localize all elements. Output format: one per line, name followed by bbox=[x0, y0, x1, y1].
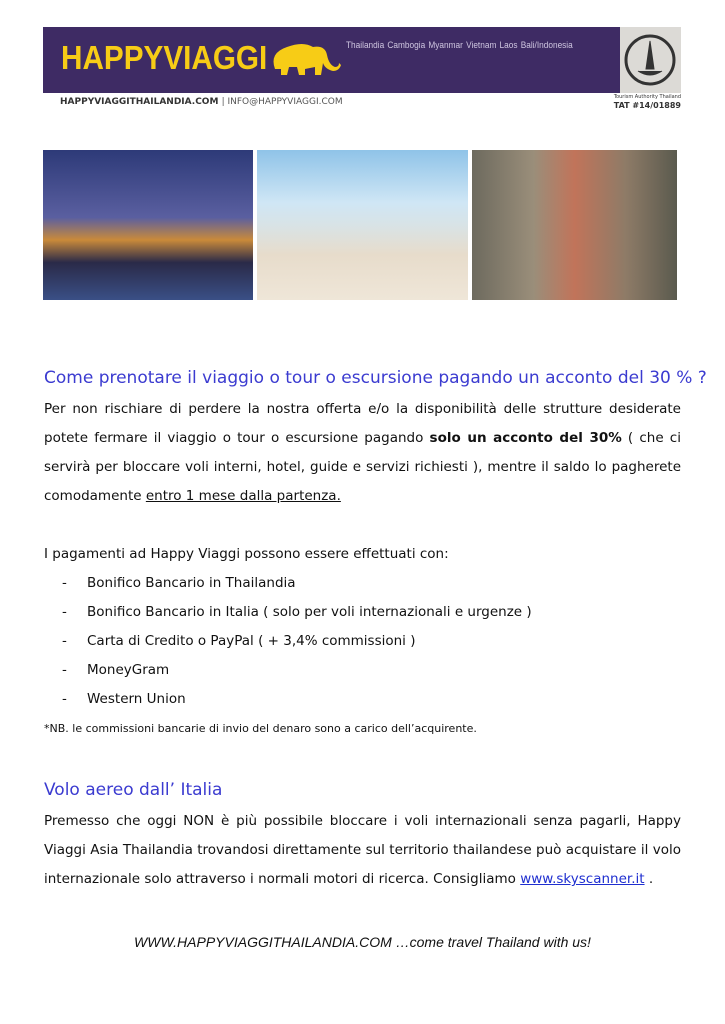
payment-methods-list bbox=[62, 569, 532, 714]
footer: WWW.HAPPYVIAGGITHAILANDIA.COM …come travel Thailand with us! bbox=[134, 934, 591, 950]
skyscanner-link[interactable]: www.skyscanner.it bbox=[520, 871, 645, 887]
text: ( che ci servirà per bloccare voli interni, hotel, guide e servizi richiesti ), mentre il saldo lo pagherete comodamente bbox=[44, 430, 681, 504]
text: Premesso che oggi NON è più possibile bloccare i voli internazionali senza pagarli, Happy Viaggi Asia Thailandia trovandosi direttamente sul territorio thailandese può acquistare il volo internazionale solo attraverso i normali motori di ricerca. Consigliamo bbox=[44, 813, 681, 887]
flight-paragraph bbox=[44, 807, 681, 894]
website-text: HAPPYVIAGGITHAILANDIA.COM bbox=[60, 97, 219, 107]
email-text: | INFO@HAPPYVIAGGI.COM bbox=[221, 97, 343, 107]
list-item: - MoneyGram bbox=[62, 656, 532, 685]
header-banner bbox=[43, 27, 620, 93]
tat-label: Tourism Authority Thailand bbox=[613, 94, 681, 100]
list-item: - Bonifico Bancario in Thailandia bbox=[62, 569, 532, 598]
photo-beach-couple bbox=[257, 150, 468, 300]
elephant-icon bbox=[265, 39, 343, 77]
text: . bbox=[644, 871, 654, 887]
section-title-flight: Volo aereo dall’ Italia bbox=[44, 780, 223, 800]
tat-seal-icon bbox=[620, 27, 681, 93]
list-item: - Western Union bbox=[62, 685, 532, 714]
note: *NB. le commissioni bancarie di invio del denaro sono a carico dell’acquirente. bbox=[44, 722, 477, 735]
list-item: - Bonifico Bancario in Italia ( solo per voli internazionali e urgenze ) bbox=[62, 598, 532, 627]
tat-number: TAT #14/01889 bbox=[613, 101, 681, 110]
section-title-booking: Come prenotare il viaggio o tour o escursione pagando un acconto del 30 % ? bbox=[44, 368, 707, 388]
contact-line bbox=[60, 97, 343, 107]
tat-seal bbox=[620, 27, 681, 93]
destinations-nav: Thailandia Cambogia Myanmar Vietnam Laos Bali/Indonesia bbox=[346, 40, 573, 50]
text: Per non rischiare di perdere la nostra offerta e/o la disponibilità delle strutture desiderate potete fermare il viaggio o tour o escursione pagando bbox=[44, 401, 681, 446]
photo-long-neck-woman bbox=[472, 150, 677, 300]
photo-temple bbox=[43, 150, 253, 300]
logo: HAPPYVIAGGI bbox=[61, 39, 268, 76]
booking-paragraph bbox=[44, 395, 681, 511]
list-item: - Carta di Credito o PayPal ( + 3,4% commissioni ) bbox=[62, 627, 532, 656]
underlined-text: entro 1 mese dalla partenza. bbox=[145, 488, 341, 504]
bold-text: solo un acconto del 30% bbox=[429, 430, 622, 446]
payments-intro: I pagamenti ad Happy Viaggi possono essere effettuati con: bbox=[44, 546, 449, 562]
